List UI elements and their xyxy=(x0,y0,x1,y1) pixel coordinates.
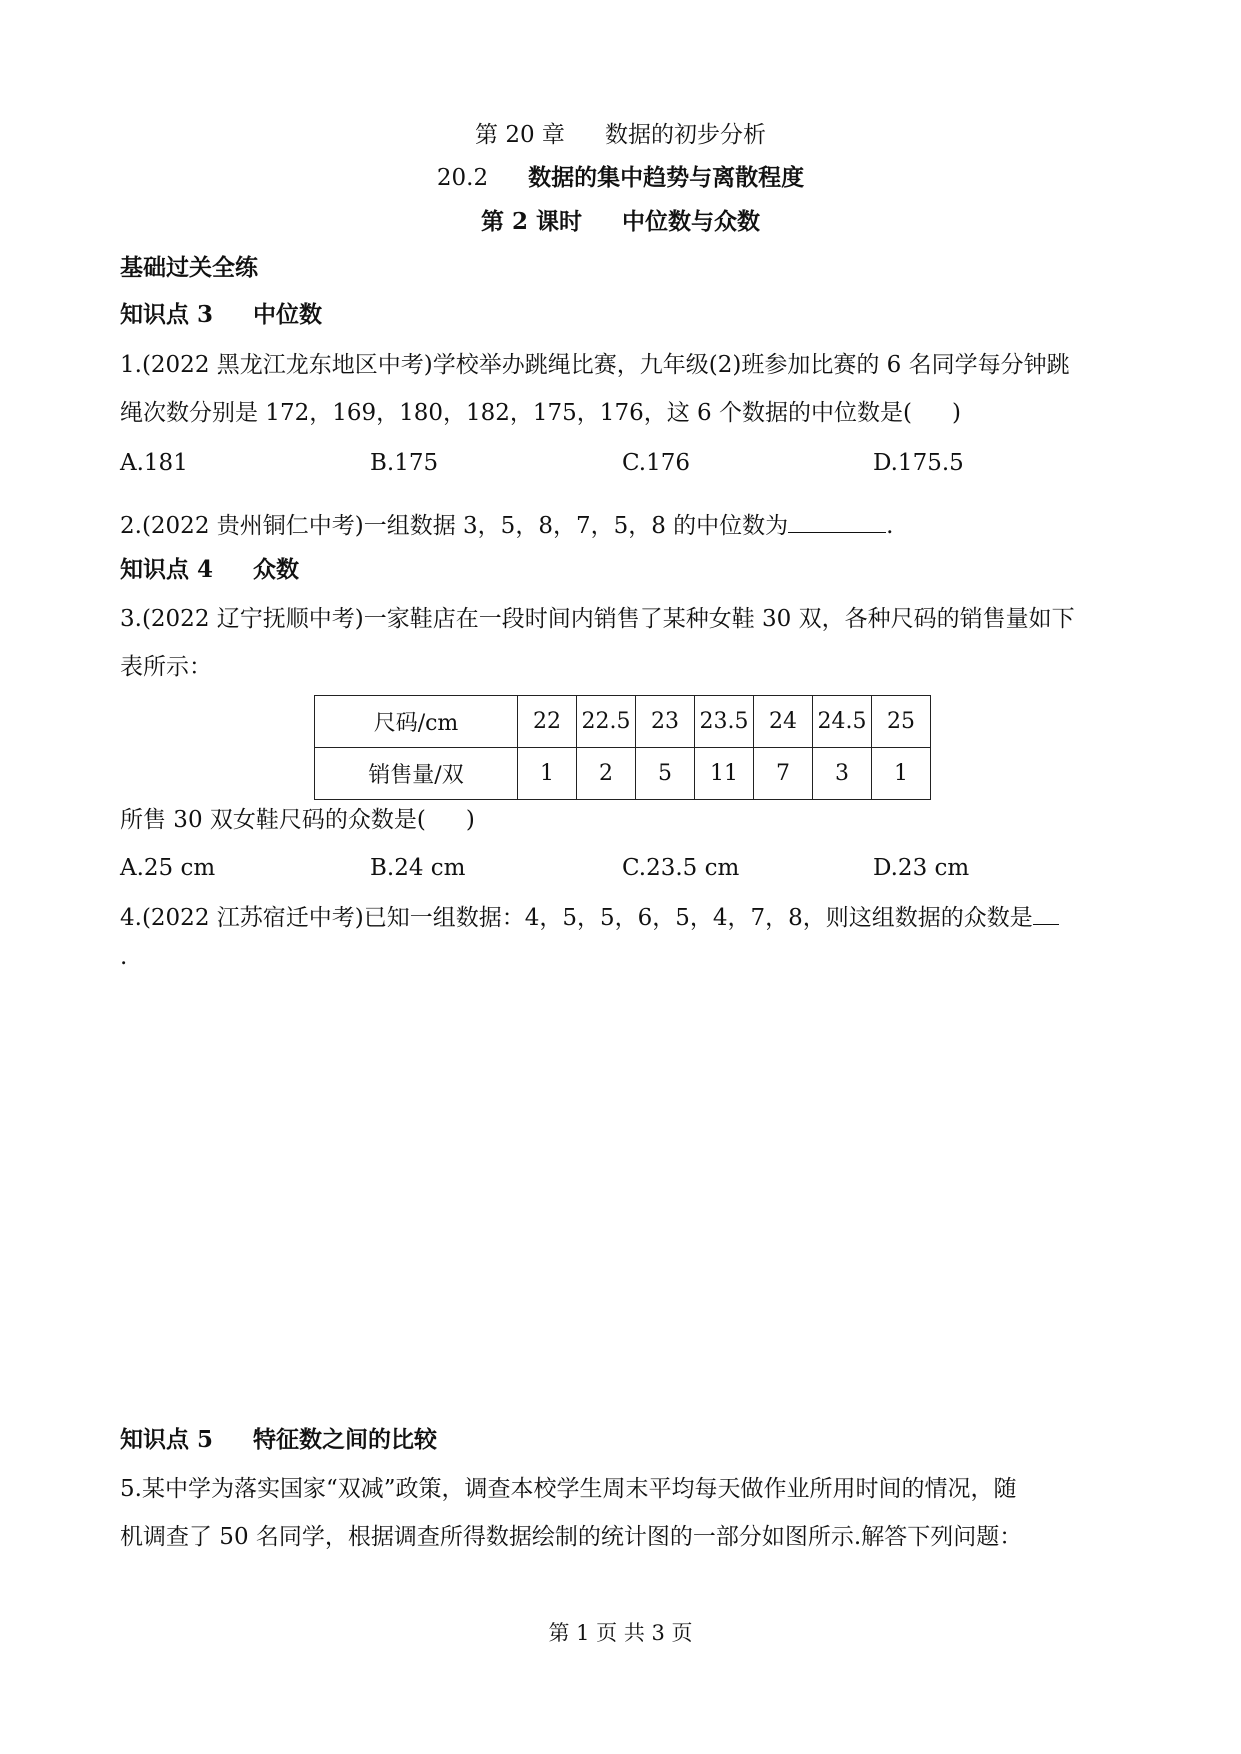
q1-option-a: A.181 xyxy=(120,450,188,476)
q3-option-c: C.23.5 cm xyxy=(622,855,740,881)
table-cell: 1 xyxy=(872,748,931,800)
section-number: 20.2 xyxy=(436,165,489,191)
chapter-title: 数据的初步分析 xyxy=(604,122,766,148)
table-cell: 22.5 xyxy=(577,696,636,748)
kp4-label: 知识点 4 xyxy=(120,556,214,583)
kp5-name: 特征数之间的比较 xyxy=(253,1426,438,1453)
kp4-heading xyxy=(120,555,299,585)
table-header-size: 尺码/cm xyxy=(315,696,518,748)
table-cell: 2 xyxy=(577,748,636,800)
table-cell: 1 xyxy=(518,748,577,800)
table-cell: 23 xyxy=(636,696,695,748)
kp3-heading xyxy=(120,300,322,330)
q3-option-d: D.23 cm xyxy=(873,855,970,881)
table-cell: 5 xyxy=(636,748,695,800)
table-cell: 23.5 xyxy=(695,696,754,748)
q1-stem: 绳次数分别是 172，169，180，182，175，176，这 6 个数据的中位数是( xyxy=(120,400,912,426)
q3-after xyxy=(120,805,475,835)
kp3-label: 知识点 3 xyxy=(120,301,214,328)
q3-option-b: B.24 cm xyxy=(370,855,466,881)
table-cell: 25 xyxy=(872,696,931,748)
table-cell: 7 xyxy=(754,748,813,800)
q3-line1: 3.(2022 辽宁抚顺中考)一家鞋店在一段时间内销售了某种女鞋 30 双，各种尺码的销售量如下 xyxy=(120,606,1075,632)
q5-line2: 机调查了 50 名同学，根据调查所得数据绘制的统计图的一部分如图所示.解答下列问题： xyxy=(120,1524,1023,1550)
q1-close: ) xyxy=(951,400,961,426)
lesson-number: 第 2 课时 xyxy=(480,208,583,235)
table-header-sales: 销售量/双 xyxy=(315,748,518,800)
chapter-number: 第 20 章 xyxy=(475,122,565,148)
q3-stem: 所售 30 双女鞋尺码的众数是( xyxy=(120,807,426,833)
kp5-heading xyxy=(120,1425,437,1455)
table-row xyxy=(315,696,931,748)
chapter-heading xyxy=(0,120,1241,150)
q4-text: 4.(2022 江苏宿迁中考)已知一组数据：4，5，5，6，5，4，7，8，则这组数据的众数是 xyxy=(120,905,1033,931)
table-cell: 3 xyxy=(813,748,872,800)
table-row xyxy=(315,748,931,800)
page-footer: 第 1 页 共 3 页 xyxy=(548,1621,693,1645)
q5-line1: 5.某中学为落实国家“双减”政策，调查本校学生周末平均每天做作业所用时间的情况，随 xyxy=(120,1476,1017,1502)
q3-close: ) xyxy=(465,807,475,833)
shoe-size-table xyxy=(314,695,931,800)
q4 xyxy=(120,902,1059,933)
q3-line2: 表所示： xyxy=(120,654,212,680)
q2-answer-blank xyxy=(788,510,886,533)
q1-option-d: D.175.5 xyxy=(873,450,964,476)
table-cell: 22 xyxy=(518,696,577,748)
q4-end: . xyxy=(120,944,128,970)
table-cell: 24.5 xyxy=(813,696,872,748)
table-cell: 11 xyxy=(695,748,754,800)
q4-answer-blank xyxy=(1033,902,1059,925)
table-cell: 24 xyxy=(754,696,813,748)
q1-line2 xyxy=(120,398,961,428)
kp4-name: 众数 xyxy=(253,556,300,583)
q1-option-b: B.175 xyxy=(370,450,439,476)
lesson-title: 中位数与众数 xyxy=(622,208,761,235)
q2-end: . xyxy=(886,513,894,539)
section-heading xyxy=(0,163,1241,193)
section-title: 数据的集中趋势与离散程度 xyxy=(528,164,805,191)
kp3-name: 中位数 xyxy=(253,301,323,328)
part-title: 基础过关全练 xyxy=(120,254,258,281)
q2 xyxy=(120,510,893,541)
q3-option-a: A.25 cm xyxy=(120,855,216,881)
q1-option-c: C.176 xyxy=(622,450,690,476)
lesson-heading xyxy=(0,207,1241,237)
q2-text: 2.(2022 贵州铜仁中考)一组数据 3，5，8，7，5，8 的中位数为 xyxy=(120,513,789,539)
kp5-label: 知识点 5 xyxy=(120,1426,214,1453)
q1-line1: 1.(2022 黑龙江龙东地区中考)学校举办跳绳比赛，九年级(2)班参加比赛的 6 名同学每分钟跳 xyxy=(120,352,1070,378)
